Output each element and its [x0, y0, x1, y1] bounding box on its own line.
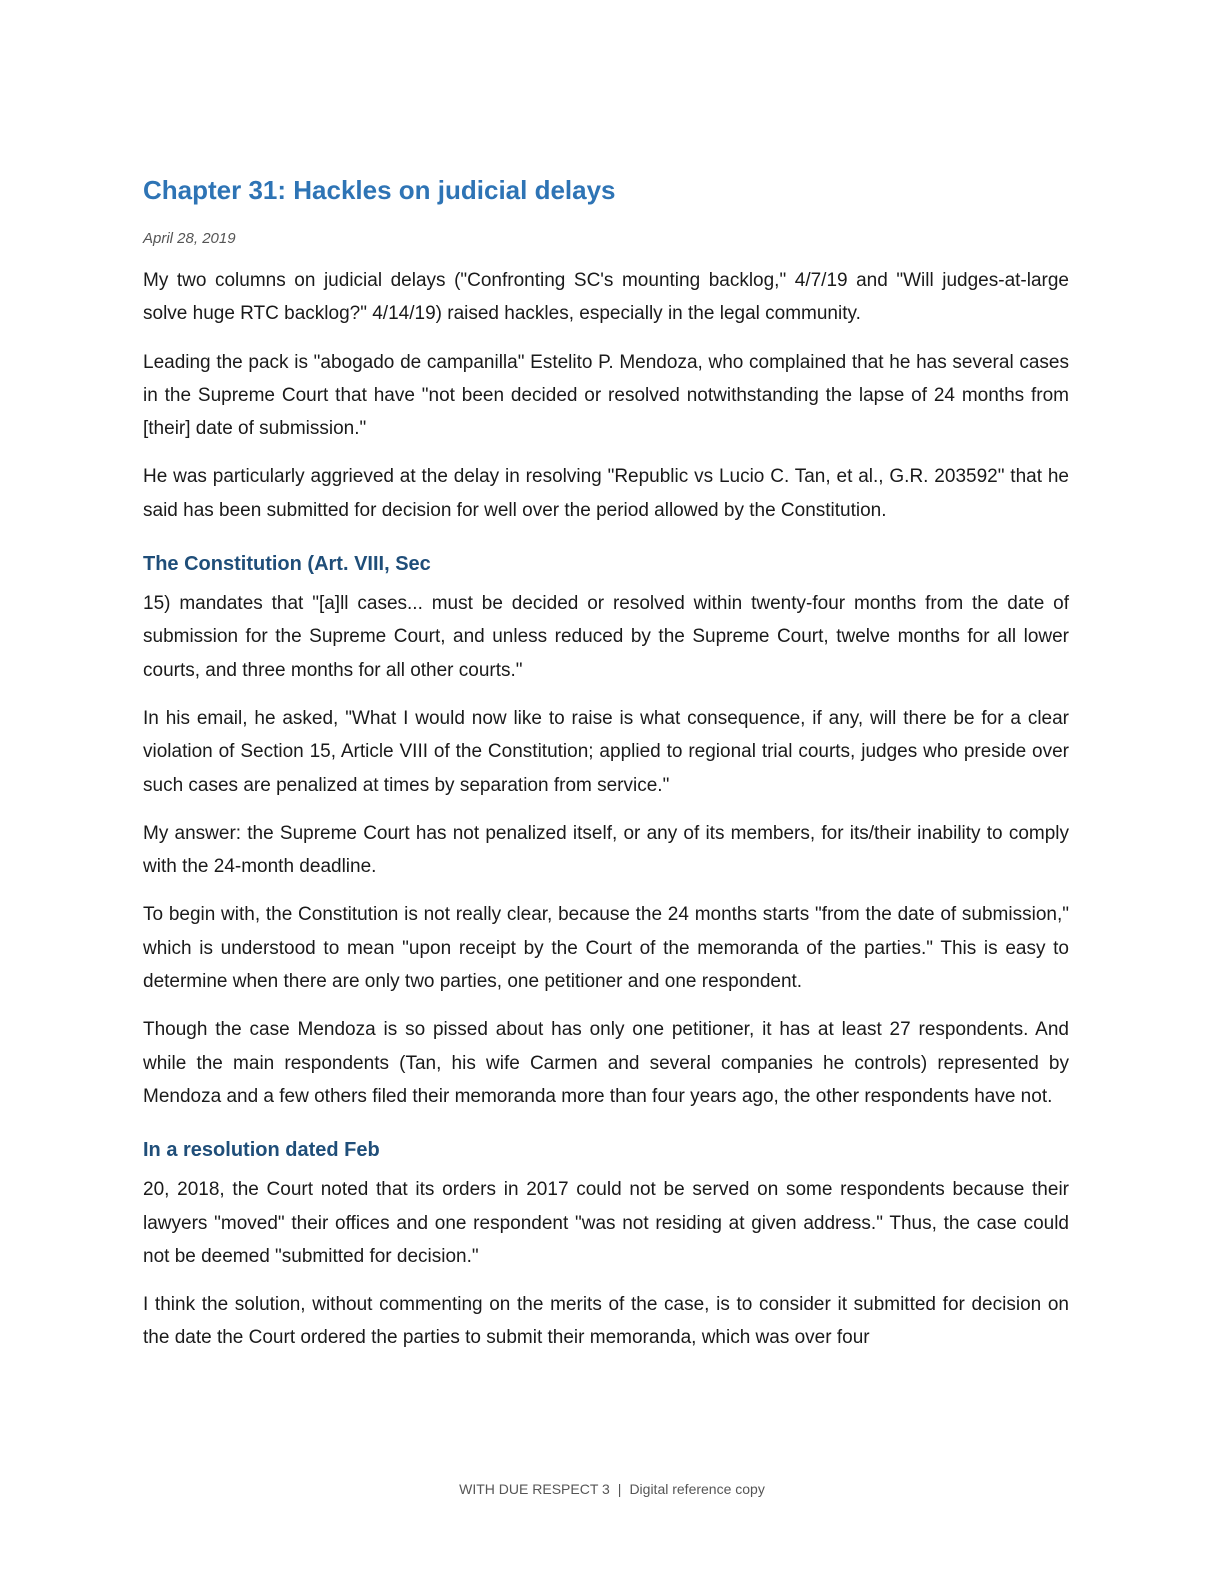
section-heading: In a resolution dated Feb	[143, 1139, 380, 1162]
body-paragraph: 15) mandates that "[a]ll cases... must be decided or resolved within twenty-four months from the date of submission for the Supreme Court, and unless reduced by the Supreme Court, twelve months for all lower courts, and three months for all other courts."	[143, 593, 1069, 681]
section-heading: The Constitution (Art. VIII, Sec	[143, 553, 431, 576]
body-paragraph: My two columns on judicial delays ("Confronting SC's mounting backlog," 4/7/19 and "Will judges-at-large solve huge RTC backlog?" 4/14/19) raised hackles, especially in the legal community.	[143, 270, 1069, 325]
body-paragraph: My answer: the Supreme Court has not penalized itself, or any of its members, for its/their inability to comply with the 24-month deadline.	[143, 822, 1069, 878]
document-page	[143, 170, 1069, 1370]
body-paragraph: Leading the pack is "abogado de campanilla" Estelito P. Mendoza, who complained that he has several cases in the Supreme Court that have "not been decided or resolved notwithstanding the lapse of 24 months from [their] date of submission."	[143, 351, 1069, 440]
publication-date: April 28, 2019	[143, 230, 236, 247]
body-paragraph: I think the solution, without commenting on the merits of the case, is to consider it submitted for decision on the date the Court ordered the parties to submit their memoranda, which was over four	[143, 1294, 1069, 1349]
body-paragraph: 20, 2018, the Court noted that its orders in 2017 could not be served on some respondents because their lawyers "moved" their offices and one respondent "was not residing at given address." Thus, the case could not be deemed "submitted for decision."	[143, 1179, 1069, 1267]
footer-running-title: WITH DUE RESPECT 3	[459, 1481, 610, 1497]
body-paragraph: Though the case Mendoza is so pissed about has only one petitioner, it has at least 27 respondents. And while the main respondents (Tan, his wife Carmen and several companies he controls) represented by Mendoza and a few others filed their memoranda more than four years ago, the other respondents have not.	[143, 1019, 1069, 1107]
chapter-title: Chapter 31: Hackles on judicial delays	[143, 175, 616, 205]
page-footer	[0, 1478, 1224, 1500]
body-paragraph: In his email, he asked, "What I would now like to raise is what consequence, if any, will there be for a clear violation of Section 15, Article VIII of the Constitution; applied to regional trial courts, judges who preside over such cases are penalized at times by separation from service."	[143, 707, 1069, 796]
body-paragraph: To begin with, the Constitution is not really clear, because the 24 months starts "from the date of submission," which is understood to mean "upon receipt by the Court of the memoranda of the parties." This is easy to determine when there are only two parties, one petitioner and one respondent.	[143, 904, 1069, 993]
footer-separator: |	[617, 1481, 622, 1497]
footer-note: Digital reference copy	[629, 1481, 765, 1497]
body-paragraph: He was particularly aggrieved at the delay in resolving "Republic vs Lucio C. Tan, et al., G.R. 203592" that he said has been submitted for decision for well over the period allowed by the Constitution.	[143, 466, 1069, 521]
